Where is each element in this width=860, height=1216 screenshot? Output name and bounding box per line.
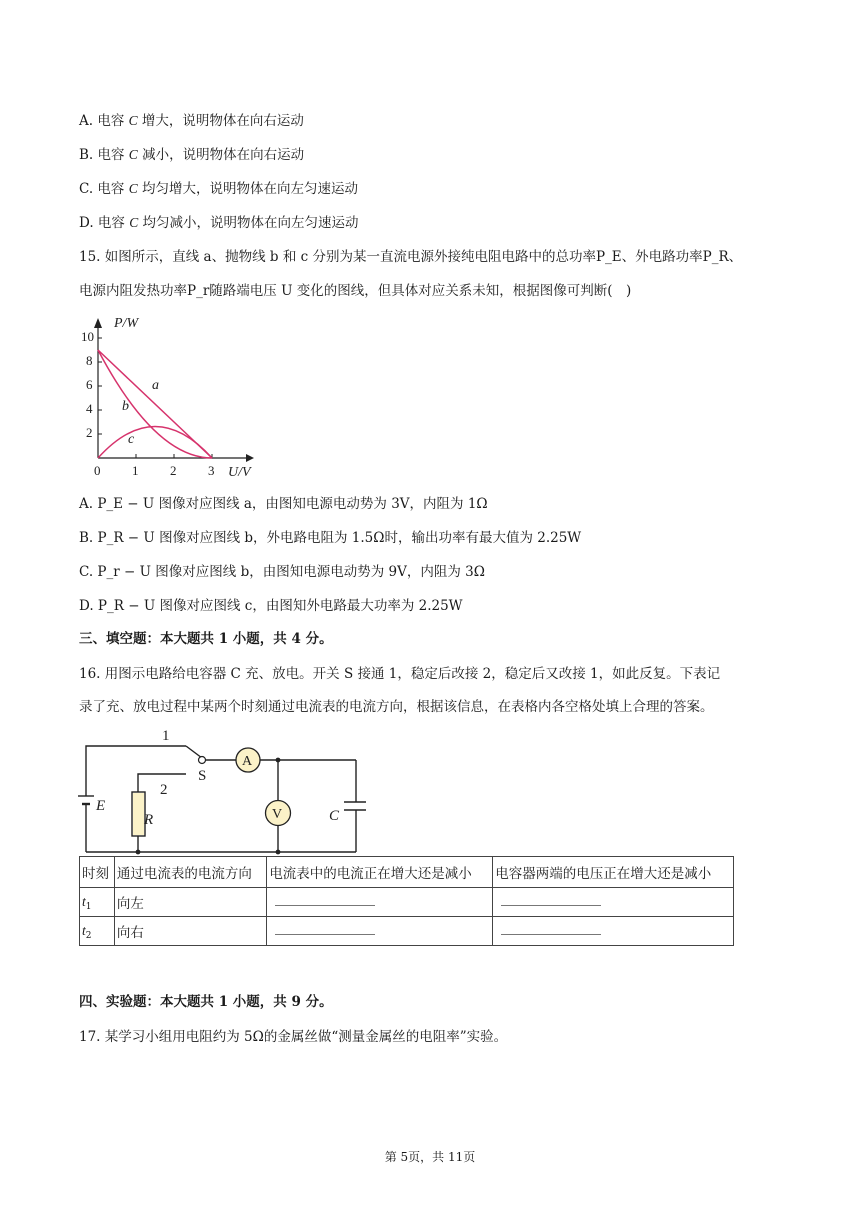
terminal-2-label: 2 xyxy=(160,782,168,798)
header-voltage-change: 电容器两端的电压正在增大还是减小 xyxy=(493,857,734,888)
q15-stem-line2: 电源内阻发热功率P_r随路端电压 U 变化的图线，但具体对应关系未知，根据图像可判断( ) xyxy=(79,283,632,299)
answer-blank[interactable] xyxy=(267,917,493,946)
resistor-label: R xyxy=(144,812,154,828)
table-row xyxy=(80,888,734,917)
curve-a-label: a xyxy=(152,378,159,393)
q15-option-d: D. P_R − U 图像对应图线 c，由图知外电路最大功率为 2.25W xyxy=(79,598,463,614)
answer-blank[interactable] xyxy=(493,888,734,917)
direction-cell: 向右 xyxy=(114,917,266,946)
q16-stem-line2: 录了充、放电过程中某两个时刻通过电流表的电流方向，根据该信息，在表格内各空格处填上合理的答案。 xyxy=(79,699,714,715)
switch-label: S xyxy=(198,768,207,784)
curve-c-label: c xyxy=(128,432,135,447)
y-tick-4: 4 xyxy=(86,401,93,416)
x-tick-3: 3 xyxy=(208,463,215,478)
switch-pivot xyxy=(199,757,206,764)
ammeter-label: A xyxy=(242,754,253,769)
capacitor-label: C xyxy=(329,808,340,824)
voltmeter-label: V xyxy=(272,807,283,822)
header-time: 时刻 xyxy=(80,857,115,888)
q14-option-b: B. 电容 C 减小，说明物体在向右运动 xyxy=(79,147,305,163)
y-axis-label: P/W xyxy=(114,316,139,331)
y-tick-2: 2 xyxy=(86,425,93,440)
q15-option-c: C. P_r − U 图像对应图线 b，由图知电源电动势为 9V，内阻为 3Ω xyxy=(79,564,485,580)
header-direction: 通过电流表的电流方向 xyxy=(114,857,266,888)
y-tick-10: 10 xyxy=(81,329,94,344)
header-current-change: 电流表中的电流正在增大还是减小 xyxy=(267,857,493,888)
terminal-1-label: 1 xyxy=(162,728,170,744)
curve-b-label: b xyxy=(122,399,129,414)
q14-option-a: A. 电容 C 增大，说明物体在向右运动 xyxy=(79,113,304,129)
q16-stem-line1: 16. 用图示电路给电容器 C 充、放电。开关 S 接通 1，稳定后改接 2，稳定后又改接 1，如此反复。下表记 xyxy=(79,666,721,682)
q15-option-a: A. P_E − U 图像对应图线 a，由图知电源电动势为 3V，内阻为 1Ω xyxy=(79,496,488,512)
answer-blank[interactable] xyxy=(267,888,493,917)
q14-option-c: C. 电容 C 均匀增大，说明物体在向左匀速运动 xyxy=(79,181,359,197)
q15-option-b: B. P_R − U 图像对应图线 b，外电路电阻为 1.5Ω时，输出功率有最大值为 2.25W xyxy=(79,530,582,546)
table-header-row xyxy=(80,857,734,888)
time-cell: $t_1$ xyxy=(80,888,115,917)
y-tick-8: 8 xyxy=(86,353,93,368)
answer-blank[interactable] xyxy=(493,917,734,946)
q14-option-d: D. 电容 C 均匀减小，说明物体在向左匀速运动 xyxy=(79,215,359,231)
y-tick-6: 6 xyxy=(86,377,93,392)
resistor-icon xyxy=(133,793,144,835)
q17-stem: 17. 某学习小组用电阻约为 5Ω的金属丝做“测量金属丝的电阻率”实验。 xyxy=(79,1029,508,1045)
capacitor-circuit-diagram xyxy=(76,724,366,860)
section-4-heading: 四、实验题：本大题共 1 小题，共 9 分。 xyxy=(79,994,333,1010)
section-3-heading: 三、填空题：本大题共 1 小题，共 4 分。 xyxy=(79,631,333,647)
page-footer: 第 5页，共 11页 xyxy=(384,1150,476,1164)
x-axis-label: U/V xyxy=(228,465,251,480)
x-tick-2: 2 xyxy=(170,463,177,478)
x-axis-arrow xyxy=(246,454,254,462)
battery-label: E xyxy=(96,798,106,814)
x-tick-1: 1 xyxy=(132,463,139,478)
direction-cell: 向左 xyxy=(114,888,266,917)
y-axis-arrow xyxy=(94,318,102,328)
power-voltage-graph xyxy=(78,312,268,484)
q15-stem-line1: 15. 如图所示，直线 a、抛物线 b 和 c 分别为某一直流电源外接纯电阻电路中的总功率P_E、外电路功率P_R、 xyxy=(79,249,743,265)
time-cell: $t_2$ xyxy=(80,917,115,946)
table-row xyxy=(80,917,734,946)
x-tick-0: 0 xyxy=(94,463,101,478)
q16-answer-table xyxy=(79,856,734,946)
